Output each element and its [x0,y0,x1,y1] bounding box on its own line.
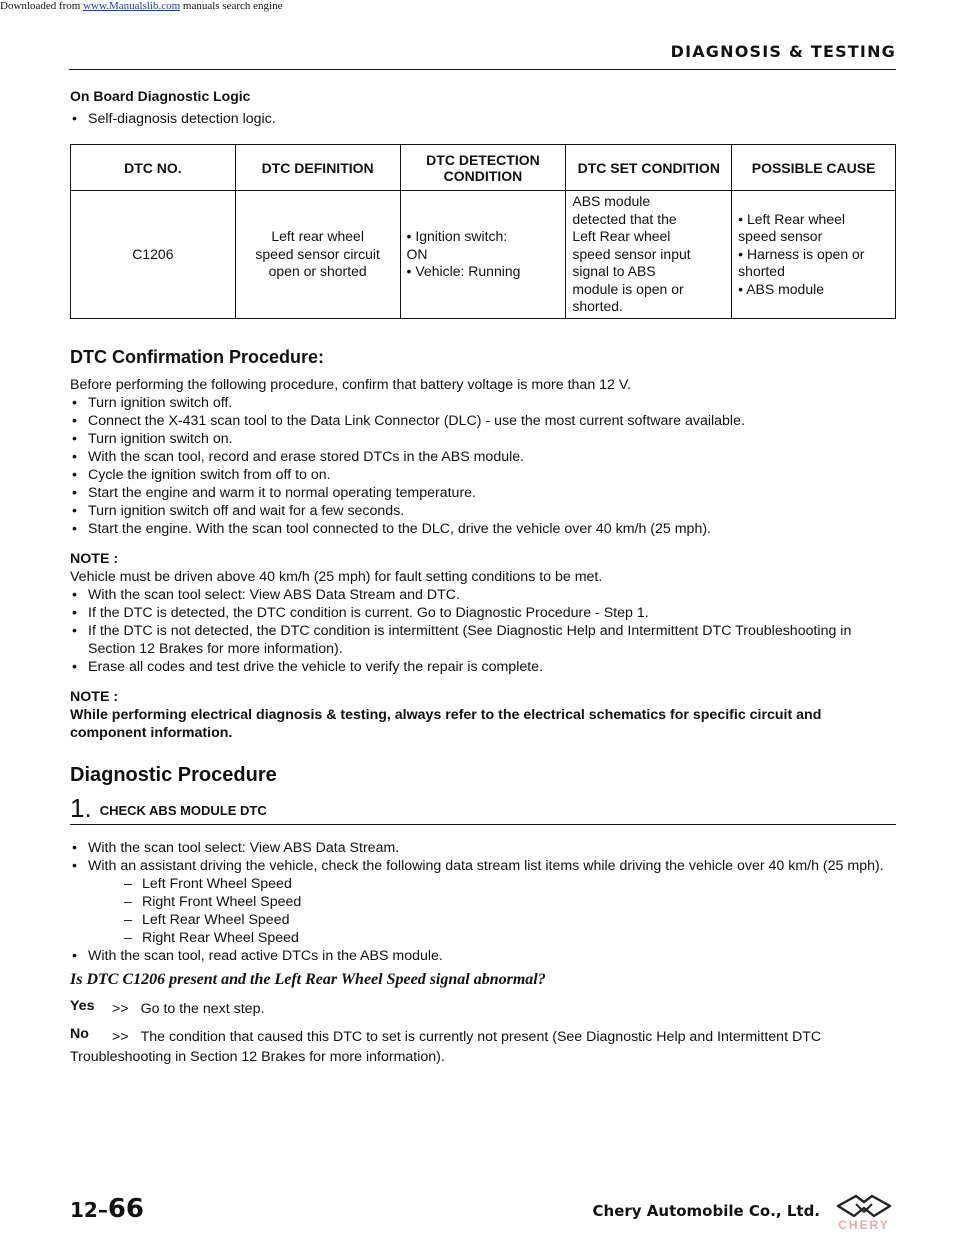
note-warning-text: While performing electrical diagnosis & testing, always refer to the electrical schematics for specific circuit and component information. [70,706,822,741]
list-item: • Turn ignition switch off. [70,394,896,412]
chery-logo [834,1194,894,1234]
cause-line: speed sensor [738,228,823,244]
list-item: • With the scan tool, read active DTCs in the ABS module. [70,947,896,965]
manualslib-link[interactable]: www.Manualslib.com [83,0,181,12]
header-dtc-definition: DTC DEFINITION [235,145,400,191]
note-label: NOTE : [70,550,119,567]
page-number [70,1194,144,1224]
header-title: DIAGNOSIS & TESTING [670,42,896,61]
page-footer [0,1176,960,1232]
list-item: • Turn ignition switch on. [70,430,896,448]
header-set-condition: DTC SET CONDITION [566,145,732,191]
header-possible-cause: POSSIBLE CAUSE [732,145,896,191]
confirmation-intro: Before performing the following procedure, confirm that battery voltage is more than 12 V. [70,376,631,393]
definition-line: speed sensor circuit [255,245,380,262]
table-row [71,191,896,319]
cell-possible-cause [732,191,896,319]
diagnostic-question: Is DTC C1206 present and the Left Rear Wheel Speed signal abnormal? [70,970,546,988]
cause-line: • Harness is open or [738,246,889,264]
list-item: • If the DTC is not detected, the DTC condition is intermittent (See Diagnostic Help and Intermittent DTC Troubleshooting in Section 12 Brakes for more information). [70,622,896,658]
yes-label: Yes [70,997,95,1014]
company-name: Chery Automobile Co., Ltd. [592,1202,820,1220]
list-item: • Start the engine and warm it to normal operating temperature. [70,484,896,502]
step-number: 1. [70,792,92,823]
set-condition-line: module is open or [572,280,684,297]
cause-line: • Left Rear wheel [738,211,889,229]
answer-yes [70,999,896,1019]
list-item: • If the DTC is detected, the DTC condition is current. Go to Diagnostic Procedure - Step 1. [70,604,896,622]
set-condition-line: detected that the [572,210,677,227]
download-suffix: manuals search engine [180,0,283,12]
step-title: CHECK ABS MODULE DTC [99,802,267,818]
data-stream-item: – Left Front Wheel Speed [70,875,896,893]
list-item: • Start the engine. With the scan tool connected to the DLC, drive the vehicle over 40 km/h (25 mph). [70,520,896,538]
list-item: • With an assistant driving the vehicle, check the following data stream list items while driving the vehicle over 40 km/h (25 mph). [70,857,896,875]
download-prefix: Downloaded from [0,0,84,12]
note-steps [70,586,896,676]
obd-title: On Board Diagnostic Logic [70,88,251,104]
list-item: • Connect the X-431 scan tool to the Data Link Connector (DLC) - use the most current software available. [70,412,896,430]
data-stream-item: – Right Front Wheel Speed [70,893,896,911]
data-stream-item: – Left Rear Wheel Speed [70,911,896,929]
cause-line: shorted [738,263,785,279]
list-item: • Cycle the ignition switch from off to on. [70,466,896,484]
dtc-table [70,144,896,319]
note-text: Vehicle must be driven above 40 km/h (25 mph) for fault setting conditions to be met. [70,568,603,585]
set-condition-line: ABS module [572,193,651,209]
data-stream-item: – Right Rear Wheel Speed [70,929,896,947]
yes-text: Go to the next step. [140,1000,265,1017]
list-item: • Turn ignition switch off and wait for a few seconds. [70,502,896,520]
cell-definition [235,191,400,319]
detection-line: • Ignition switch: [407,228,560,246]
list-item: • With the scan tool select: View ABS Data Stream and DTC. [70,586,896,604]
definition-line: Left rear wheel [271,228,364,244]
set-condition-line: shorted. [572,298,623,314]
obd-bullet: • Self-diagnosis detection logic. [70,110,896,128]
header-detection-condition: DTC DETECTION CONDITION [400,145,566,191]
set-condition-line: speed sensor input [572,245,691,262]
step-instructions [70,839,896,965]
download-source-line [0,0,282,14]
note-label: NOTE : [70,688,119,705]
confirmation-title: DTC Confirmation Procedure: [70,346,325,367]
chery-logo-icon [834,1194,894,1220]
no-arrow: >> [112,1028,129,1045]
page-content [70,88,896,1067]
procedure-title: Diagnostic Procedure [70,763,277,786]
list-item: • With the scan tool select: View ABS Data Stream. [70,839,896,857]
page-header [69,36,896,70]
cell-dtc-no: C1206 [71,191,236,319]
cell-set-condition [566,191,732,319]
answer-no [70,1027,896,1067]
list-item: • With the scan tool, record and erase stored DTCs in the ABS module. [70,448,896,466]
detection-line: • Vehicle: Running [407,263,560,281]
header-dtc-no: DTC NO. [71,145,236,191]
page-number-value: 66 [107,1194,145,1224]
cell-detection [400,191,566,319]
set-condition-line: Left Rear wheel [572,228,671,244]
yes-arrow: >> [112,1000,129,1017]
detection-line: ON [406,245,428,262]
no-text: The condition that caused this DTC to set is currently not present (See Diagnostic Help and Intermittent DTC Troubleshooting in Section 12 Brakes for more information). [70,1028,822,1065]
list-item: • Erase all codes and test drive the vehicle to verify the repair is complete. [70,658,896,676]
logo-text: CHERY [838,1218,890,1232]
no-label: No [70,1025,89,1042]
definition-line: open or shorted [268,263,367,279]
cause-line: • ABS module [738,281,889,299]
page-number-prefix: 12– [70,1198,108,1222]
step-header [70,792,896,825]
set-condition-line: signal to ABS [572,263,656,279]
dtc-table-header-row [71,145,896,191]
confirmation-steps [70,394,896,538]
